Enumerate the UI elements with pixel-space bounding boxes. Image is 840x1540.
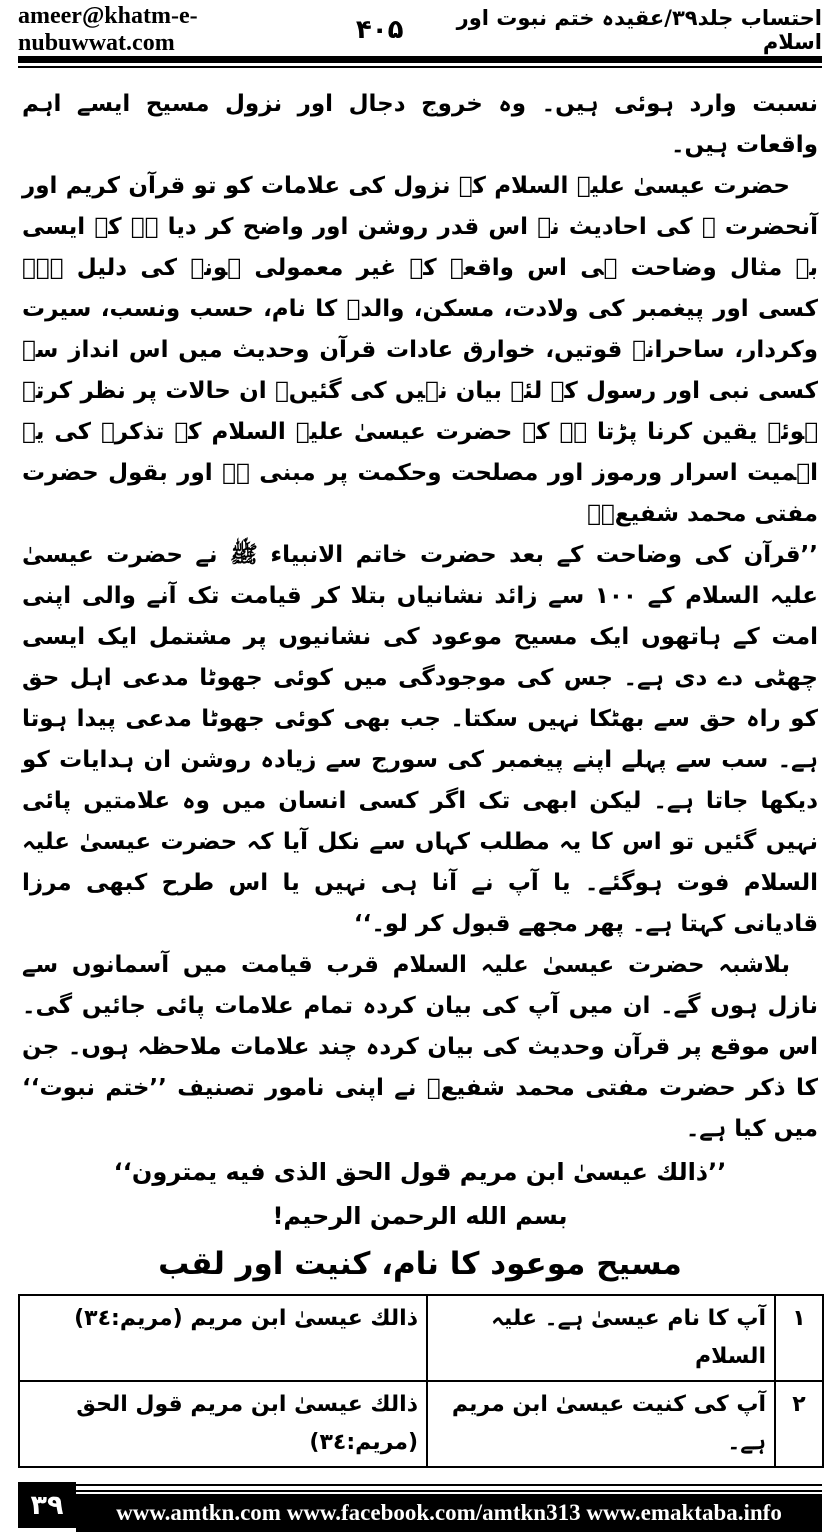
row-text: آپ کا نام عیسیٰ ہے۔ علیہ السلام bbox=[427, 1295, 775, 1381]
row-text: آپ کی کنیت عیسیٰ ابن مریم ہے۔ bbox=[427, 1381, 775, 1467]
footer-rules bbox=[76, 1484, 822, 1492]
row-verse: ذالك عيسىٰ ابن مريم قول الحق (مريم:٣٤) bbox=[19, 1381, 427, 1467]
paragraph-2: حضرت عیسیٰ علیہ السلام کے نزول کی علامات کو تو قرآن کریم اور آنحضرت ﷺ کی احادیث نے اس قدر روشن اور واضح کر دیا ہے کہ ایسی بے مثال وضاحت ہی اس واقعہ کے غیر معمولی ہونے کی دلیل ہے۔ کسی اور پیغمبر کی ولادت، مسکن، والدہ کا نام، حسب ونسب، سیرت وکردار، ساحرانہ قوتیں، خوارق عادات قرآن وحدیث میں اس انداز سے کسی نبی اور رسول کے لئے بیان نہیں کی گئیں۔ ان حالات پر نظر کرتے ہوئے یقین کرنا پڑتا ہے کہ حضرت عیسیٰ علیہ السلام کے تذکرہ کی یہ اہمیت اسرار ورموز اور مصلحت وحکمت پر مبنی ہے اور بقول حضرت مفتی محمد شفیعؒ۔ bbox=[22, 173, 818, 527]
header-email[interactable]: ameer@khatm-e-nubuwwat.com bbox=[18, 3, 198, 56]
paragraph-quote: ’’قرآن کی وضاحت کے بعد حضرت خاتم الانبیاء ﷺ نے حضرت عیسیٰ علیہ السلام کے ۱۰۰ سے زائد نشانیاں بتلا کر قیامت تک آنے والی اپنی امت کے ہاتھوں ایک مسیح موعود کی نشانیوں پر مشتمل ایک ایسی چھٹی دے دی ہے۔ جس کی موجودگی میں کوئی جھوٹا مدعی اہل حق کو راہ حق سے بھٹکا نہیں سکتا۔ جب بھی کوئی جھوٹا مدعی پیدا ہوتا ہے۔ سب سے پہلے اپنے پیغمبر کی سورج سے زیادہ روشن ان ہدایات کو دیکھا جاتا ہے۔ لیکن ابھی تک اگر کسی انسان میں وہ علامتیں پائی نہیں گئیں تو اس کا یہ مطلب کہاں سے نکل آیا کہ حضرت عیسیٰ علیہ السلام فوت ہوگئے۔ یا آپ نے آنا ہی نہیں یا اس طرح کبھی مرزا قادیانی کہتا ہے۔ پھر مجھے قبول کر لو۔‘‘ bbox=[22, 542, 818, 937]
header-rule-thin bbox=[18, 66, 822, 68]
paragraph-1: نسبت وارد ہوئی ہیں۔ وہ خروج دجال اور نزول مسیح ایسے اہم واقعات ہیں۔ bbox=[22, 91, 818, 158]
header-page-number: ۴۰۵ bbox=[355, 15, 404, 45]
bismillah: بسم الله الرحمن الرحيم! bbox=[272, 1202, 568, 1230]
row-number: ۲ bbox=[775, 1381, 823, 1467]
table-row bbox=[19, 1295, 823, 1381]
signs-table bbox=[18, 1294, 824, 1468]
footer-links[interactable]: www.amtkn.com www.facebook.com/amtkn313 www.emaktaba.info bbox=[76, 1494, 822, 1532]
page-header bbox=[18, 3, 822, 56]
header-left bbox=[18, 3, 404, 57]
quranic-verse: ’’ذالك عيسىٰ ابن مريم قول الحق الذى فيه يمترون‘‘ bbox=[113, 1158, 727, 1186]
row-verse: ذالك عيسىٰ ابن مريم (مريم:٣٤) bbox=[19, 1295, 427, 1381]
footer-page-number: ۳۹ bbox=[18, 1482, 76, 1528]
row-number: ۱ bbox=[775, 1295, 823, 1381]
table-row bbox=[19, 1381, 823, 1467]
section-heading: مسیح موعود کا نام، کنیت اور لقب bbox=[158, 1246, 682, 1282]
header-rule-thick bbox=[18, 56, 822, 63]
header-series-title: احتساب جلد۳۹/عقیدہ ختم نبوت اور اسلام bbox=[456, 6, 822, 54]
page-body bbox=[22, 84, 818, 1290]
paragraph-4: بلاشبہ حضرت عیسیٰ علیہ السلام قرب قیامت میں آسمانوں سے نازل ہوں گے۔ ان میں آپ کی بیان کردہ تمام علامات پائی جائیں گی۔ اس موقع پر قرآن وحدیث کی بیان کردہ چند علامات ملاحظہ ہوں۔ جن کا ذکر حضرت مفتی محمد شفیعؒ نے اپنی نامور تصنیف ’’ختم نبوت‘‘ میں کیا ہے۔ bbox=[22, 952, 818, 1142]
